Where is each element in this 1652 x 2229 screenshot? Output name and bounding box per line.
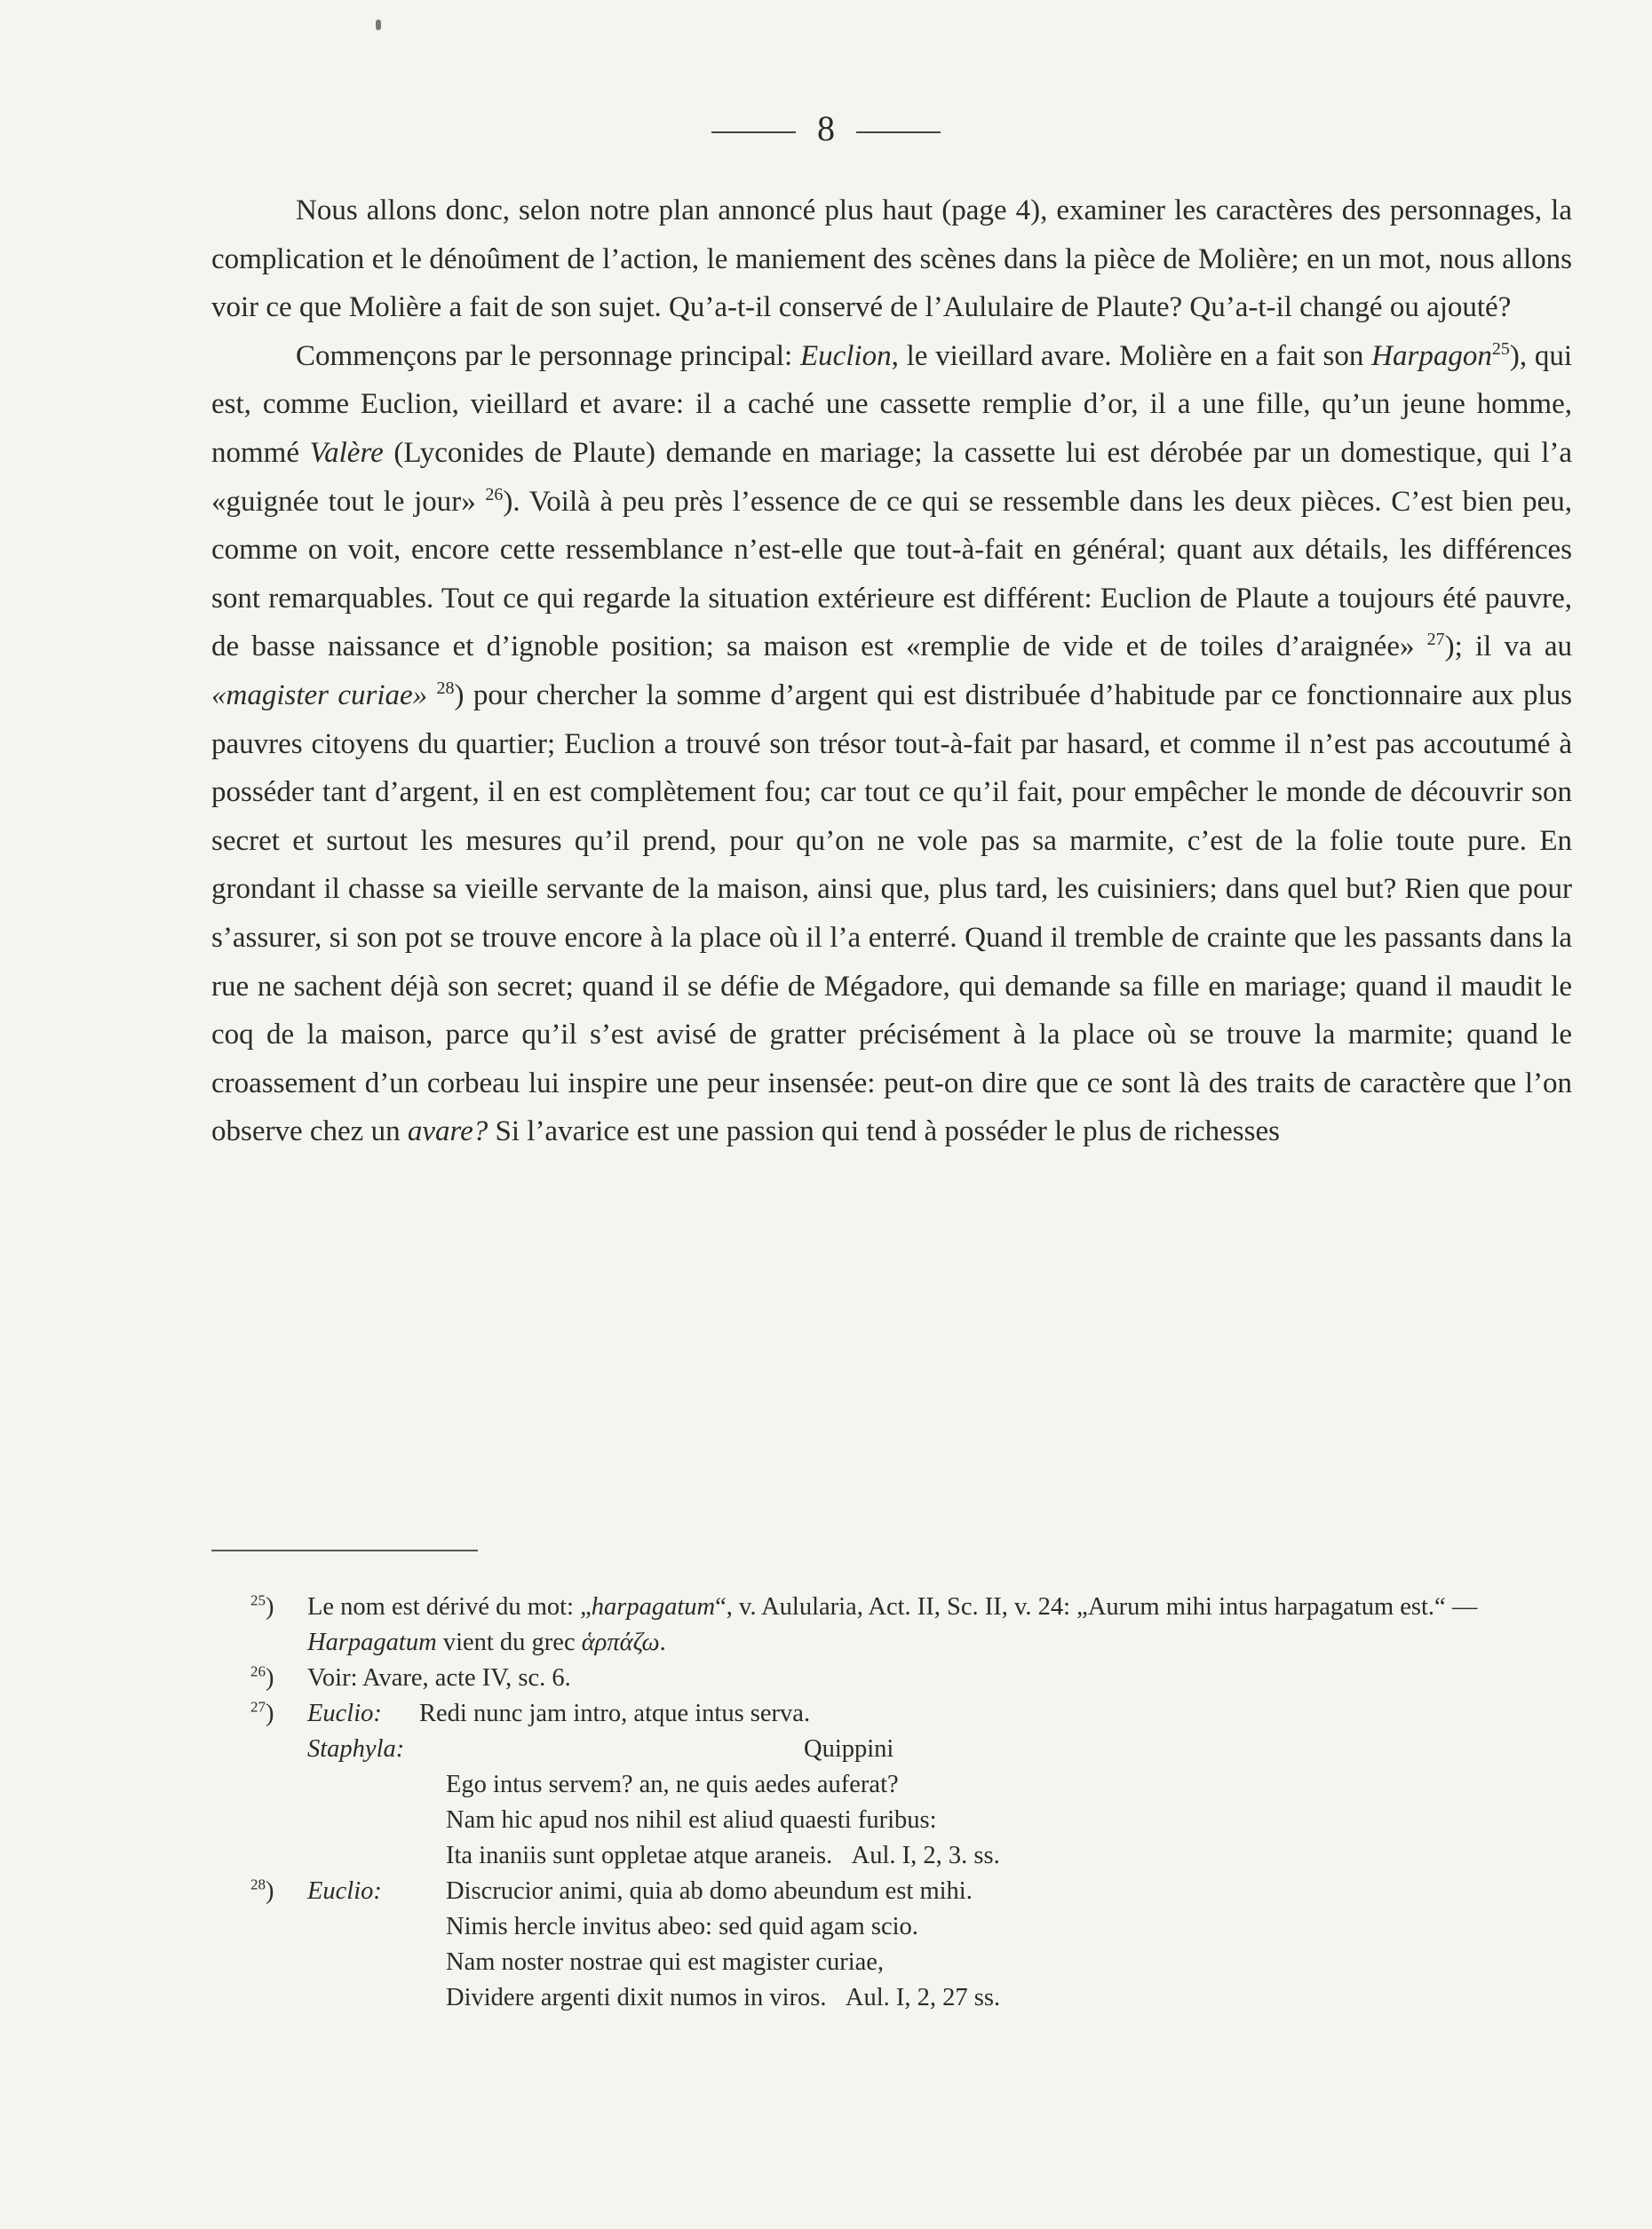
- footnotes: [250, 1590, 1563, 2016]
- italic-run: avare?: [407, 1115, 488, 1148]
- verse: Dividere argenti dixit numos in viros. Aul. I, 2, 27 ss.: [446, 1984, 1001, 2011]
- text-run: ). Voilà à peu près l’essence de ce qui se ressemble dans les deux pièces. C’est bien peu, comme on voit, encore cette ressemblance n’est-elle que tout-à-fait en général; quant aux détails, les différences sont remarquables. Tout ce qui regarde la situation extérieure est différent: Euclion de Plaute a toujours été pauvre, de basse naissance et d’ignoble position; sa maison est «remplie de vide et de toiles d’araignée»: [211, 485, 1572, 663]
- footnote-28-line: [258, 1945, 1563, 1980]
- footnote-number: $^{25}$): [250, 1591, 274, 1621]
- text-run: .: [659, 1629, 666, 1656]
- text-run: (Lyconides de Plaute) demande en mariage; la cassette lui est dérobée par un domestique, qui l’a «guignée tout le jour»: [211, 436, 1572, 518]
- verse: Quippini: [804, 1735, 894, 1763]
- footnote-text: [307, 1593, 1477, 1656]
- footnote-27-line: [258, 1838, 1563, 1874]
- page-header: [0, 102, 1652, 155]
- main-text: [211, 186, 1572, 1156]
- footnote-28-line: [258, 1909, 1563, 1945]
- verse: Nam hic apud nos nihil est aliud quaesti furibus:: [446, 1806, 937, 1834]
- footnote-25: [250, 1590, 1563, 1661]
- verse: Redi nunc jam intro, atque intus serva.: [419, 1700, 811, 1727]
- text-run: ), qui est, comme Euclion, vieillard et avare: il a caché une cassette remplie d’or, il a une fille, qu’un jeune homme, nommé: [211, 339, 1572, 469]
- footnote-number: $^{28}$): [250, 1876, 274, 1905]
- italic-run: Euclion: [799, 339, 892, 372]
- speaker: Euclio:: [307, 1700, 382, 1727]
- text-run: ); il va au: [1444, 631, 1572, 663]
- verse: Ita inaniis sunt oppletae atque araneis. Aul. I, 2, 3. ss.: [446, 1842, 1000, 1869]
- italic-run: ἁρπάζω: [581, 1629, 660, 1656]
- footnote-27-line: [258, 1732, 1563, 1767]
- page-number: 8: [817, 108, 835, 148]
- text-run: Si l’avarice est une passion qui tend à posséder le plus de richesses: [488, 1115, 1280, 1148]
- footnote-ref: 27: [1426, 630, 1445, 650]
- verse: Ego intus servem? an, ne quis aedes auferat?: [446, 1771, 899, 1798]
- footnote-text: Voir: Avare, acte IV, sc. 6.: [307, 1664, 571, 1692]
- footnote-27-line: [258, 1803, 1563, 1838]
- ink-speck: [376, 20, 381, 30]
- footnote-27-line: [258, 1767, 1563, 1803]
- text-run: [427, 679, 436, 711]
- italic-run: harpagatum: [591, 1593, 716, 1621]
- paragraph-1: [211, 186, 1572, 332]
- italic-run: Harpagatum: [307, 1629, 437, 1656]
- footnote-27-line: [250, 1696, 1563, 1732]
- text-run: “, v. Aulularia, Act. II, Sc. II, v. 24: „Aurum mihi intus harpagatum est.“ —: [715, 1593, 1478, 1621]
- footnote-28-line: [258, 1980, 1563, 2016]
- italic-run: Harpagon: [1371, 339, 1492, 372]
- speaker: Euclio:: [307, 1877, 382, 1905]
- footnote-number: $^{26}$): [250, 1662, 274, 1692]
- citation: Aul. I, 2, 27 ss.: [845, 1984, 1001, 2011]
- text-run: , le vieillard avare. Molière en a fait son: [891, 339, 1372, 372]
- footnote-number: $^{27}$): [250, 1698, 274, 1727]
- header-dash-left: [711, 131, 796, 133]
- verse: Discrucior animi, quia ab domo abeundum est mihi.: [446, 1877, 973, 1905]
- header-dash-right: [856, 131, 941, 133]
- text-run: Nous allons donc, selon notre plan annoncé plus haut (page 4), examiner les caractères des personnages, la complication et le dénoûment de l’action, le maniement des scènes dans la pièce de Molière; en un mot, nous allons voir ce que Molière a fait de son sujet. Qu’a-t-il conservé de l’Aululaire de Plaute? Qu’a-t-il changé ou ajouté?: [211, 194, 1572, 324]
- footnote-rule: [211, 1550, 478, 1551]
- footnote-ref: 28: [436, 678, 455, 698]
- italic-run: «magister curiae»: [211, 678, 428, 711]
- text-run: ) pour chercher la somme d’argent qui est distribuée d’habitude par ce fonctionnaire aux plus pauvres citoyens du quartier; Euclion a trouvé son trésor tout-à-fait par hasard, et comme il n’est pas accoutumé à posséder tant d’argent, il en est complètement fou; car tout ce qu’il fait, pour empêcher le monde de découvrir son secret et surtout les mesures qu’il prend, pour qu’on ne vole pas sa marmite, c’est de la folie toute pure. En grondant il chasse sa vieille servante de la maison, ainsi que, plus tard, les cuisiniers; dans quel but? Rien que pour s’assurer, si son pot se trouve encore à la place où il l’a enterré. Quand il tremble de crainte que les passants dans la rue ne sachent déjà son secret; quand il se défie de Mégadore, qui demande sa fille en mariage; quand il maudit le coq de la maison, parce qu’il s’est avisé de gratter précisément à la place où se trouve la marmite; quand le croassement d’un corbeau lui inspire une peur insensée: peut-on dire que ce sont là des traits de caractère que l’on observe chez un: [211, 678, 1573, 1148]
- paragraph-2: [211, 332, 1572, 1156]
- citation: Aul. I, 2, 3. ss.: [851, 1842, 1000, 1869]
- text-run: vient du grec: [436, 1629, 582, 1656]
- italic-run: Valère: [309, 436, 384, 469]
- verse: Nimis hercle invitus abeo: sed quid agam scio.: [446, 1913, 918, 1940]
- text-run: Le nom est dérivé du mot: „: [307, 1593, 592, 1621]
- footnote-ref: 25: [1491, 338, 1510, 359]
- footnote-ref: 26: [485, 484, 504, 504]
- footnote-26: [250, 1661, 1563, 1696]
- speaker: Staphyla:: [307, 1735, 405, 1763]
- verse: Nam noster nostrae qui est magister curiae,: [446, 1948, 885, 1976]
- footnote-28-line: [250, 1874, 1563, 1909]
- text-run: Commençons par le personnage principal:: [296, 339, 800, 372]
